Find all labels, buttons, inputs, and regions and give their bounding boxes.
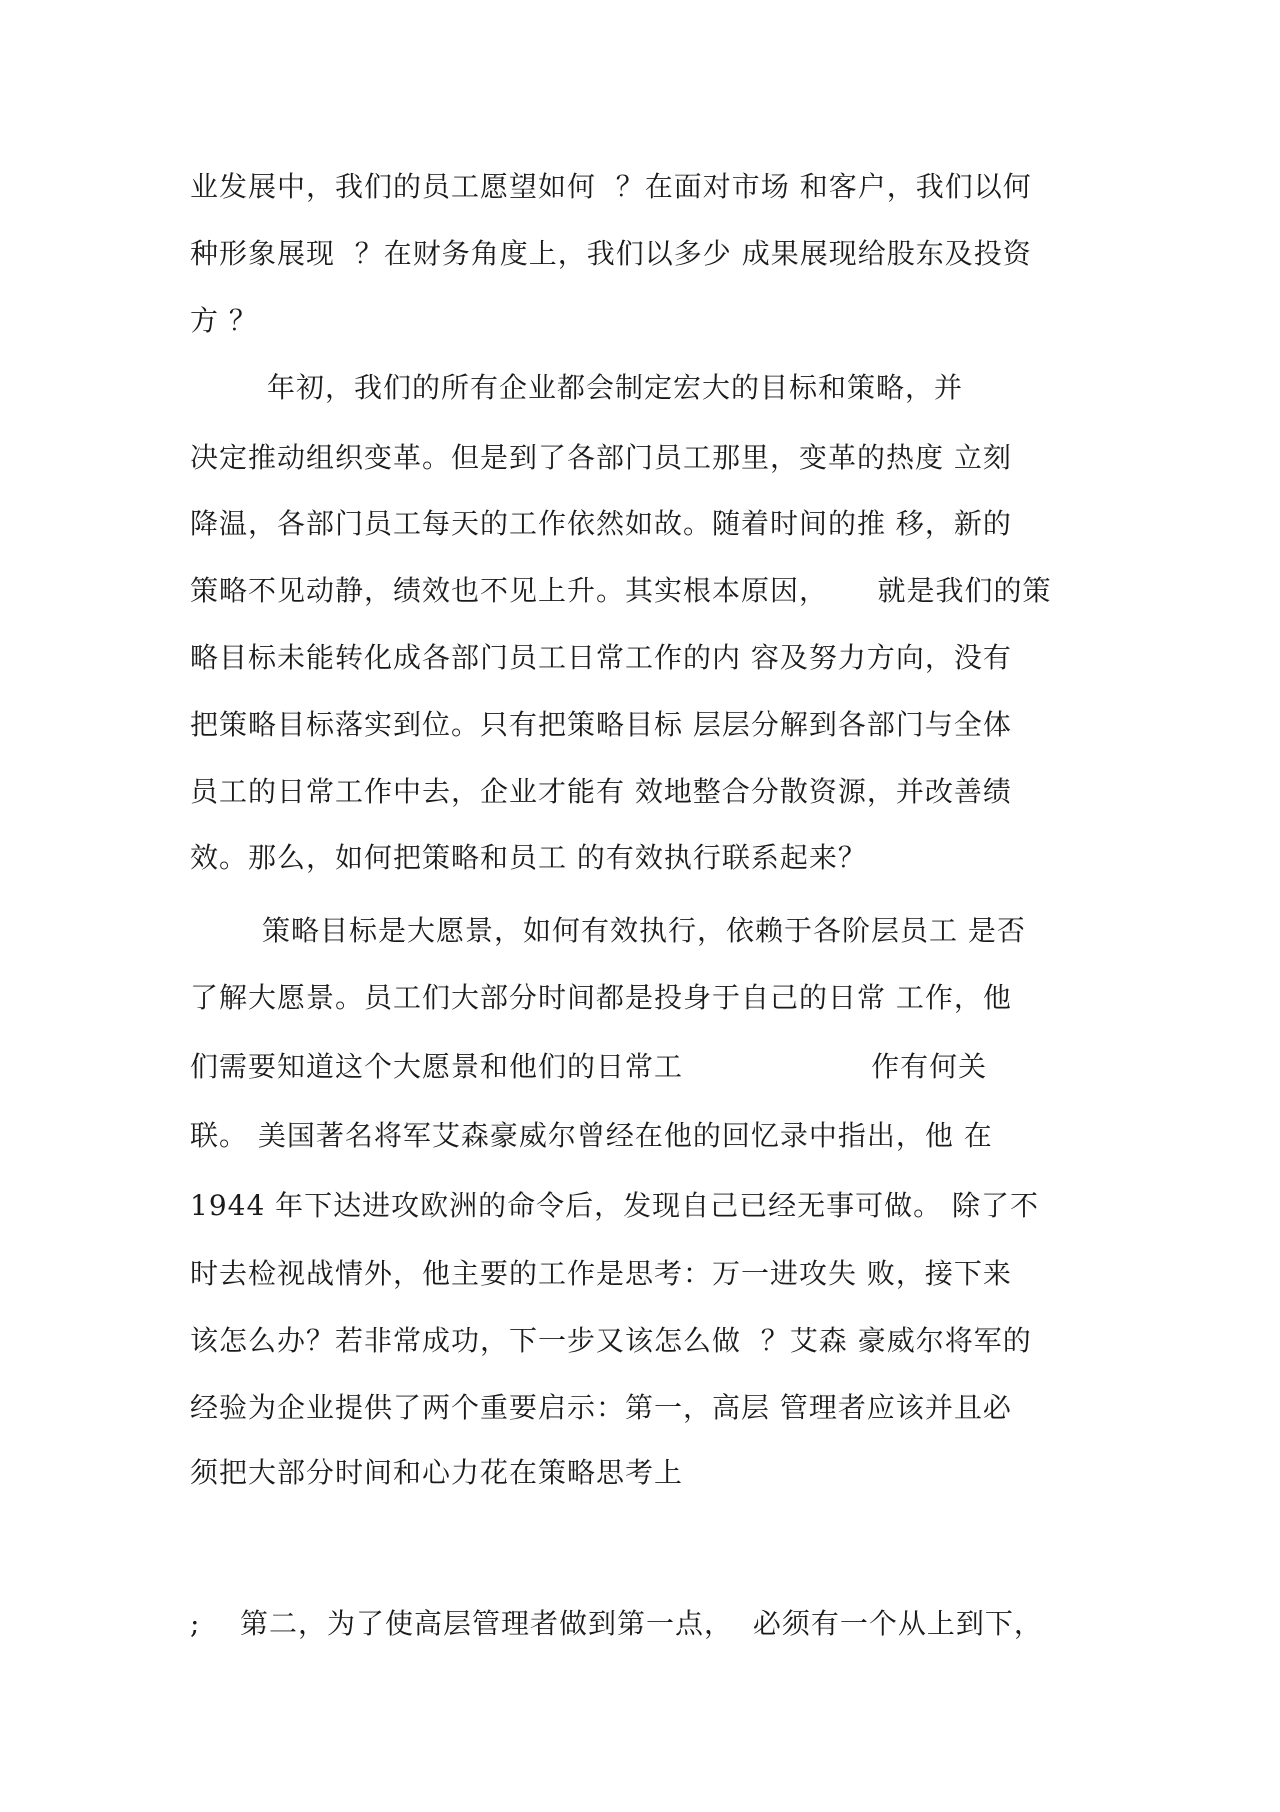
text-line: 员工的日常工作中去，企业才能有 效地整合分散资源，并改善绩 bbox=[190, 775, 1012, 808]
text-line: 降温，各部门员工每天的工作依然如故。随着时间的推 移，新的 bbox=[190, 507, 1012, 540]
text-line: 1944 年下达进攻欧洲的命令后，发现自己已经无事可做。 除了不 bbox=[190, 1189, 1040, 1222]
text-line: 时去检视战情外，他主要的工作是思考：万一进攻失 败，接下来 bbox=[190, 1257, 1012, 1290]
text-line: 该怎么办？若非常成功，下一步又该怎么做 ？艾森 豪威尔将军的 bbox=[190, 1324, 1032, 1357]
paragraph-start-line: 策略目标是大愿景，如何有效执行，依赖于各阶层员工 是否 bbox=[262, 914, 1026, 947]
text-line: 决定推动组织变革。但是到了各部门员工那里，变革的热度 立刻 bbox=[190, 441, 1012, 474]
text-line: 略目标未能转化成各部门员工日常工作的内 容及努力方向，没有 bbox=[190, 641, 1012, 674]
text-line: 方 ？ bbox=[190, 304, 258, 337]
text-line: 把策略目标落实到位。只有把策略目标 层层分解到各部门与全体 bbox=[190, 708, 1012, 741]
text-line: 们需要知道这个大愿景和他们的日常工 作有何关 bbox=[190, 1050, 988, 1083]
text-line: 策略不见动静，绩效也不见上升。其实根本原因， 就是我们的策 bbox=[190, 574, 1052, 607]
paragraph-start-line: 年初，我们的所有企业都会制定宏大的目标和策略，并 bbox=[267, 371, 964, 404]
text-line: ; 第二，为了使高层管理者做到第一点， 必须有一个从上到下， bbox=[190, 1607, 1043, 1640]
text-line: 业发展中，我们的员工愿望如何 ？在面对市场 和客户，我们以何 bbox=[190, 170, 1032, 203]
text-line: 联。 美国著名将军艾森豪威尔曾经在他的回忆录中指出，他 在 bbox=[190, 1119, 993, 1152]
text-line: 种形象展现 ？在财务角度上，我们以多少 成果展现给股东及投资 bbox=[190, 237, 1032, 270]
text-line: 效。那么，如何把策略和员工 的有效执行联系起来？ bbox=[190, 841, 867, 874]
text-line: 了解大愿景。员工们大部分时间都是投身于自己的日常 工作，他 bbox=[190, 981, 1012, 1014]
text-line: 经验为企业提供了两个重要启示：第一，高层 管理者应该并且必 bbox=[190, 1391, 1012, 1424]
text-line: 须把大部分时间和心力花在策略思考上 bbox=[190, 1456, 684, 1489]
